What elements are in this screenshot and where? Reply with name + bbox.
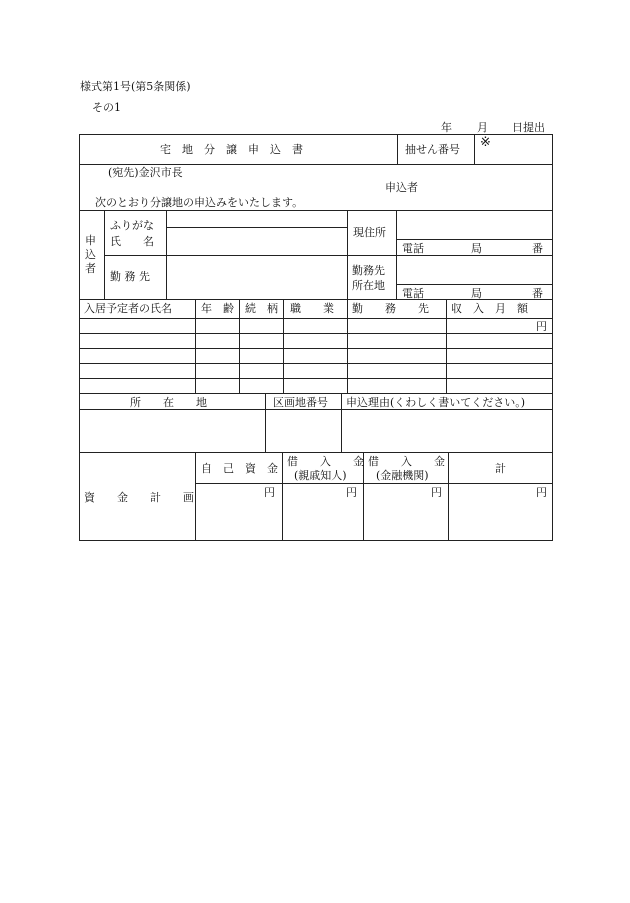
rule-address-block-bottom xyxy=(79,210,553,211)
funding-total-yen: 円 xyxy=(536,486,547,499)
date-submitted-label: 日提出 xyxy=(512,121,545,134)
application-statement: 次のとおり分譲地の申込みをいたします。 xyxy=(95,196,304,209)
location-header-lot-number: 区画地番号 xyxy=(273,396,328,409)
lottery-number-label: 抽せん番号 xyxy=(405,143,460,156)
rule-fund-col-4 xyxy=(448,452,449,541)
funding-relatives-yen: 円 xyxy=(346,486,357,499)
address-number-label: 番 xyxy=(532,242,543,255)
form-subtitle: その1 xyxy=(92,101,121,114)
location-header-address: 所 在 地 xyxy=(130,396,207,409)
funding-loan-institution-label: 借 入 金 xyxy=(368,455,445,468)
rule-resident-row-1 xyxy=(79,333,553,334)
location-header-reason: 申込理由(くわしく書いてください。) xyxy=(346,396,526,409)
workplace-address-label-2: 所在地 xyxy=(352,279,385,292)
address-exchange-label: 局 xyxy=(471,242,482,255)
rule-res-col-5 xyxy=(446,299,447,393)
current-address-label: 現住所 xyxy=(353,226,386,239)
workplace-address-label-1: 勤務先 xyxy=(352,264,385,277)
addressee: (宛先)金沢市長 xyxy=(108,166,183,179)
workplace-number-label: 番 xyxy=(532,287,543,300)
rule-fund-header-bottom xyxy=(195,483,553,484)
funding-loan-relatives-label: 借 入 金 xyxy=(287,455,364,468)
address-phone-label: 電話 xyxy=(402,242,424,255)
rule-title-divider xyxy=(397,134,398,164)
name-label: 氏 名 xyxy=(110,235,154,248)
funding-total-label: 計 xyxy=(495,462,506,475)
rule-res-col-1 xyxy=(195,299,196,393)
rule-title-bottom xyxy=(79,164,553,165)
rule-res-col-4 xyxy=(347,299,348,393)
funding-institution-yen: 円 xyxy=(431,486,442,499)
residents-header-relation: 続 柄 xyxy=(245,302,278,315)
rule-res-col-3 xyxy=(283,299,284,393)
applicant-side-char-2: 込 xyxy=(85,248,96,261)
workplace-label: 勤 務 先 xyxy=(110,270,150,283)
rule-residents-header-bottom xyxy=(79,318,553,319)
rule-furigana-bottom xyxy=(166,227,347,228)
rule-workplace-phone-top xyxy=(396,284,553,285)
funding-own-funds: 自 己 資 金 xyxy=(201,462,278,475)
residents-header-income: 収 入 月 額 xyxy=(451,302,528,315)
date-year-label: 年 xyxy=(441,121,452,134)
residents-header-occupation: 職 業 xyxy=(290,302,334,315)
funding-own-yen: 円 xyxy=(264,486,275,499)
rule-name-bottom xyxy=(104,255,347,256)
applicant-side-char-1: 申 xyxy=(85,234,96,247)
rule-resident-row-4 xyxy=(79,378,553,379)
form-number: 様式第1号(第5条関係) xyxy=(80,80,191,93)
rule-residents-bottom xyxy=(79,393,553,394)
residents-yen-unit: 円 xyxy=(536,320,547,333)
rule-resident-row-2 xyxy=(79,348,553,349)
residents-header-workplace: 勤 務 先 xyxy=(352,302,429,315)
funding-loan-relatives-note: (親戚知人) xyxy=(294,469,347,482)
funding-loan-institution-note: (金融機関) xyxy=(376,469,429,482)
rule-resident-row-3 xyxy=(79,363,553,364)
workplace-phone-label: 電話 xyxy=(402,287,424,300)
rule-address-bottom xyxy=(347,255,553,256)
applicant-side-char-3: 者 xyxy=(85,262,96,275)
funding-plan-label: 資 金 計 画 xyxy=(84,491,194,504)
rule-address-phone-top xyxy=(396,239,553,240)
date-month-label: 月 xyxy=(477,121,488,134)
workplace-exchange-label: 局 xyxy=(471,287,482,300)
furigana-label: ふりがな xyxy=(110,219,154,232)
lottery-mark: ※ xyxy=(480,135,491,150)
residents-header-name: 入居予定者の氏名 xyxy=(84,302,172,315)
rule-loc-col-1 xyxy=(265,393,266,452)
rule-fund-col-1 xyxy=(195,452,196,541)
rule-lottery-divider xyxy=(474,134,475,164)
form-title: 宅 地 分 譲 申 込 書 xyxy=(160,143,303,156)
rule-fund-col-2 xyxy=(282,452,283,541)
rule-location-header-bottom xyxy=(79,409,553,410)
rule-res-col-2 xyxy=(239,299,240,393)
applicant-label: 申込者 xyxy=(385,181,418,194)
residents-header-age: 年 齢 xyxy=(201,302,234,315)
rule-location-bottom xyxy=(79,452,553,453)
rule-loc-col-2 xyxy=(341,393,342,452)
